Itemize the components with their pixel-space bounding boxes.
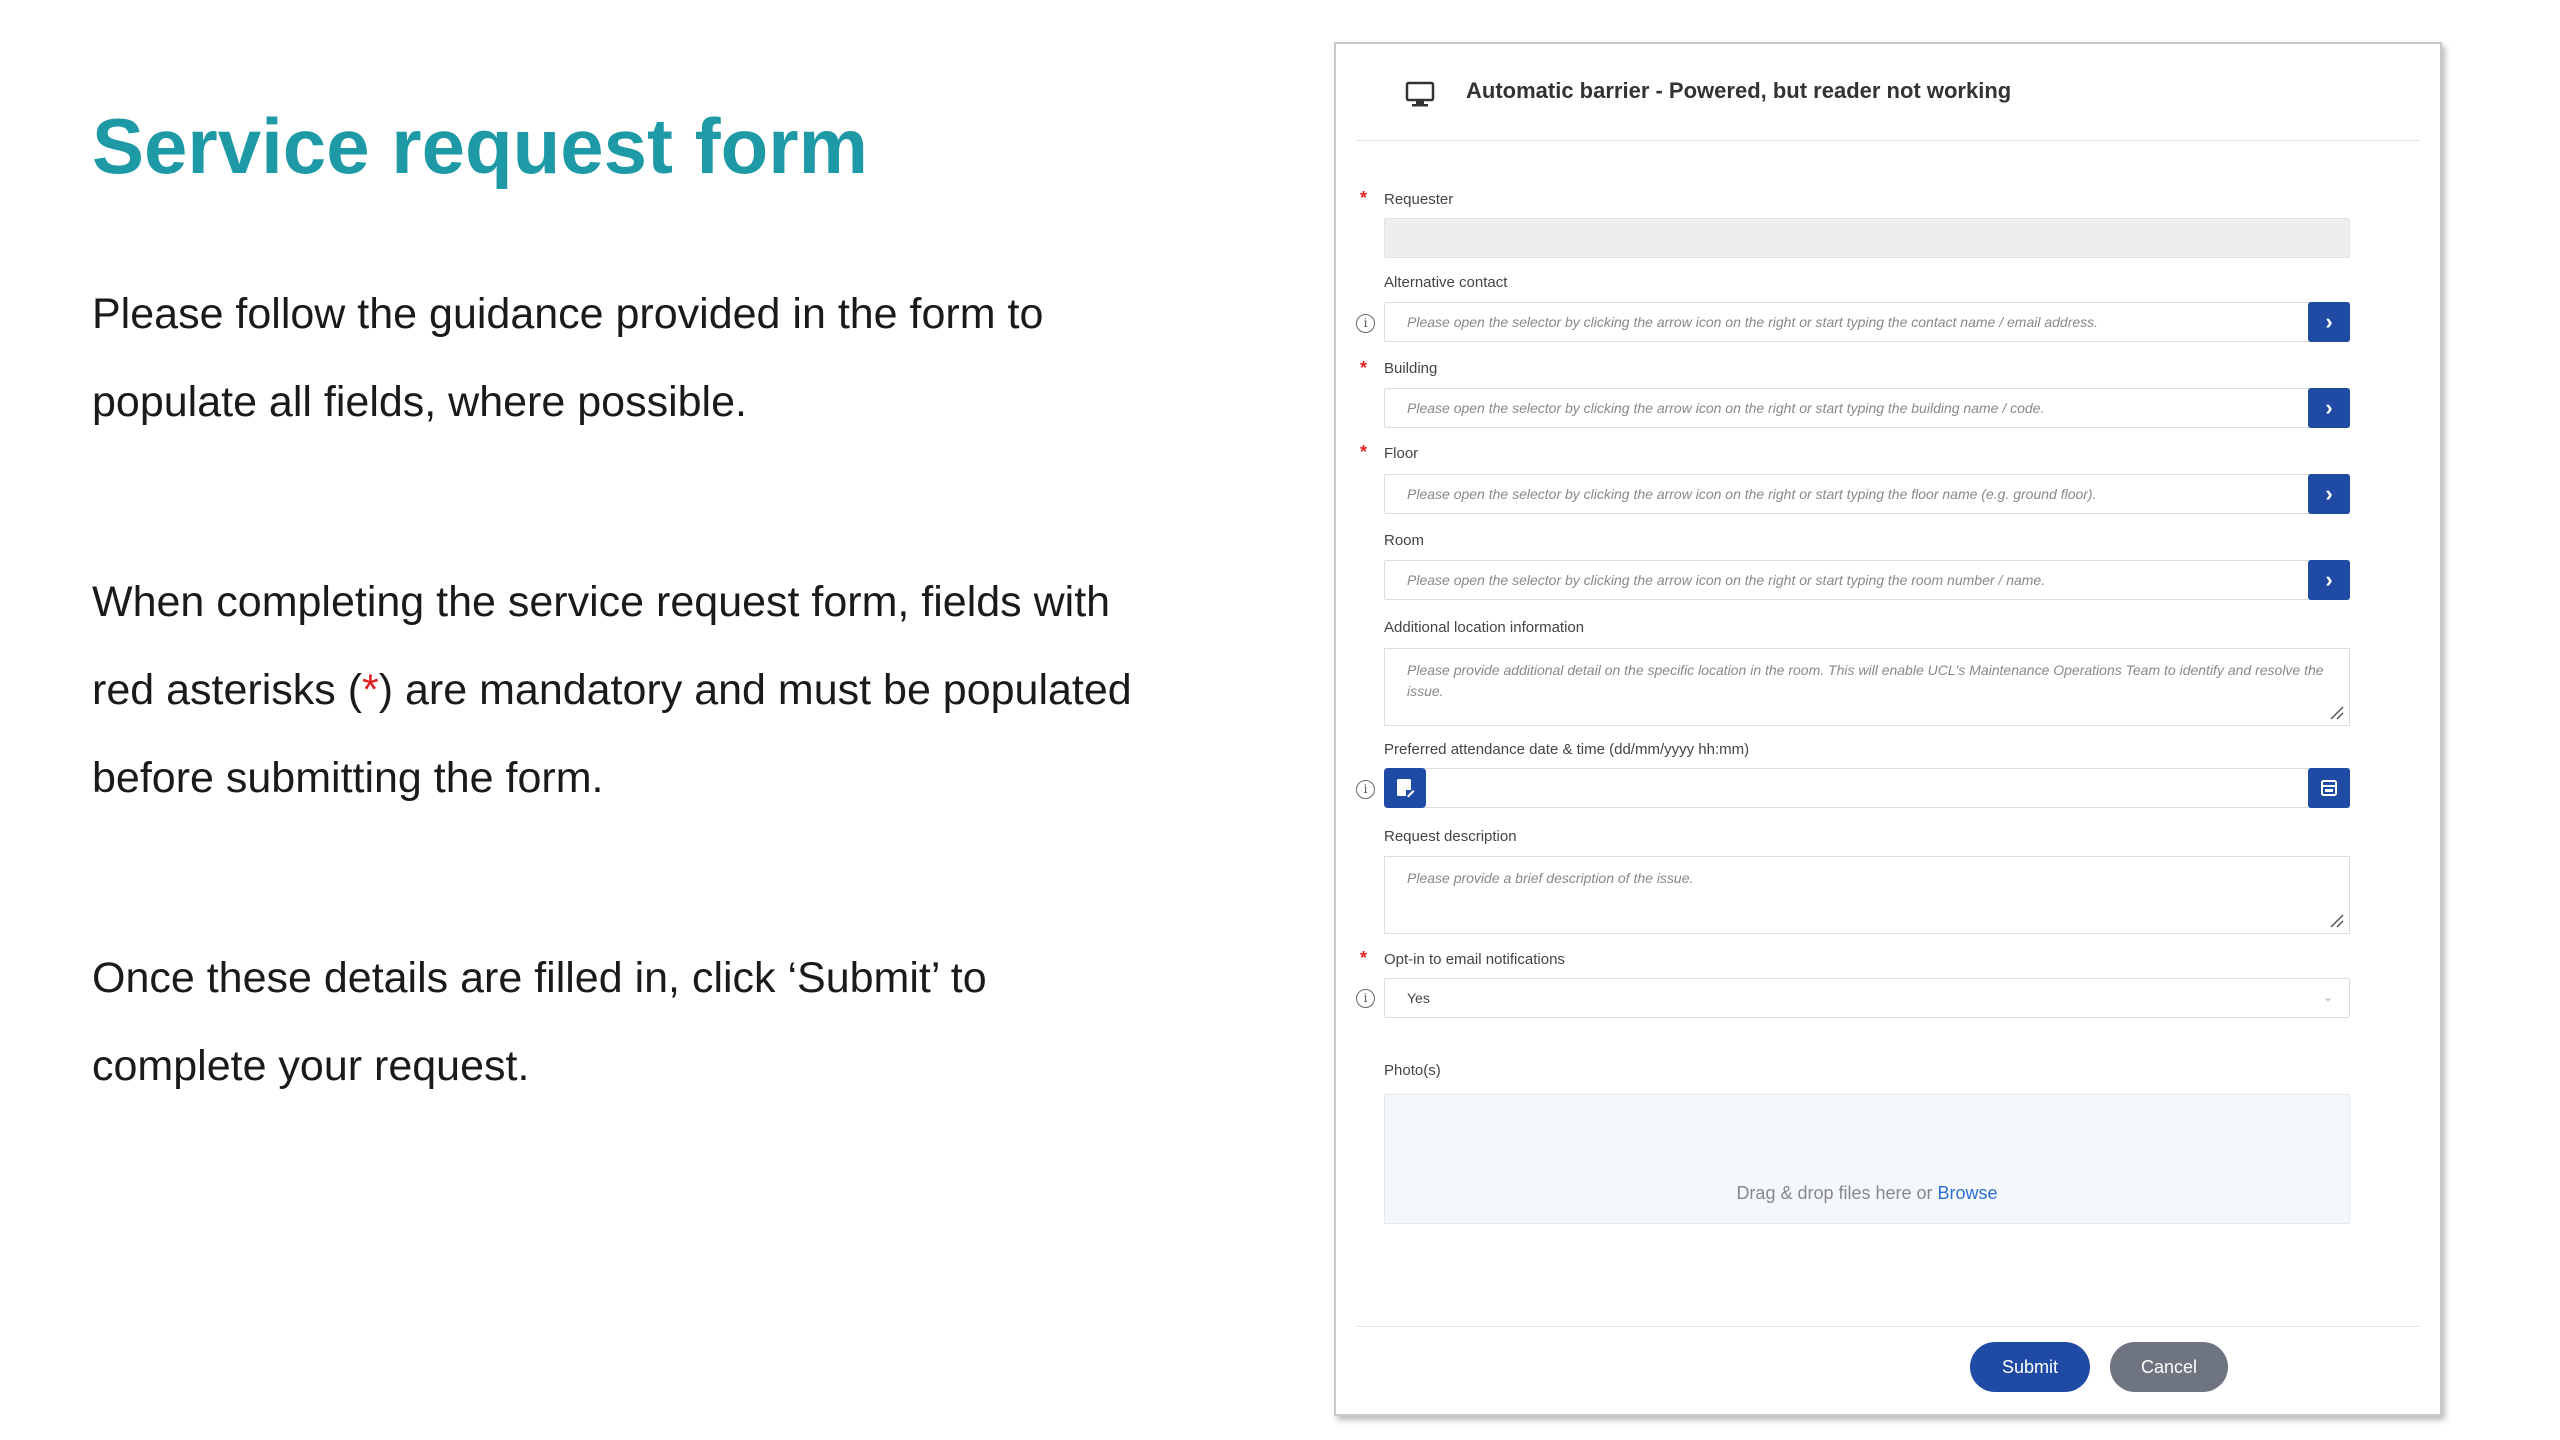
alternative-contact-input[interactable] — [1384, 302, 2350, 342]
browse-link[interactable]: Browse — [1937, 1183, 1998, 1203]
form-header — [1356, 44, 2420, 141]
calendar-icon[interactable] — [2308, 768, 2350, 808]
request-description-placeholder: Please provide a brief description of the issue. — [1407, 870, 1694, 886]
form-title: Automatic barrier - Powered, but reader not working — [1466, 78, 2012, 103]
requester-label: Requester — [1384, 191, 1454, 208]
info-icon[interactable]: i — [1356, 780, 1375, 799]
preferred-date-input[interactable] — [1384, 768, 2350, 808]
required-asterisk: * — [1360, 948, 1368, 968]
building-label: Building — [1384, 360, 1438, 377]
required-asterisk: * — [1360, 188, 1368, 208]
paragraph-text: When completing the service request form, fields with red asterisks ( — [92, 578, 1111, 714]
chevron-right-icon[interactable]: › — [2308, 560, 2350, 600]
submit-button[interactable]: Submit — [1970, 1342, 2090, 1392]
photos-label: Photo(s) — [1384, 1062, 1441, 1079]
building-placeholder: Please open the selector by clicking the arrow icon on the right or start typing the building name / code. — [1407, 400, 2045, 416]
footer-divider — [1356, 1326, 2420, 1327]
mandatory-fields-paragraph — [92, 558, 1172, 822]
slide-title: Service request form — [92, 102, 869, 190]
submit-paragraph: Once these details are filled in, click ‘Submit’ to complete your request. — [92, 954, 987, 1090]
required-asterisk: * — [1360, 358, 1368, 378]
email-optin-select[interactable] — [1384, 978, 2350, 1018]
red-asterisk: * — [362, 666, 379, 714]
floor-input[interactable] — [1384, 474, 2350, 514]
calendar-edit-icon[interactable] — [1384, 768, 1426, 808]
monitor-icon — [1404, 78, 1436, 110]
info-icon[interactable]: i — [1356, 314, 1375, 333]
requester-field[interactable] — [1384, 218, 2350, 258]
request-description-label: Request description — [1384, 828, 1517, 845]
service-request-form — [1334, 42, 2442, 1416]
chevron-right-icon[interactable]: › — [2308, 302, 2350, 342]
resize-handle-icon[interactable] — [2329, 913, 2345, 929]
chevron-right-icon[interactable]: › — [2308, 388, 2350, 428]
alternative-contact-placeholder: Please open the selector by clicking the arrow icon on the right or start typing the contact name / email address. — [1407, 314, 2099, 330]
building-input[interactable] — [1384, 388, 2350, 428]
email-optin-value: Yes — [1407, 990, 1430, 1006]
chevron-down-icon[interactable]: ⌄ — [2322, 990, 2333, 1004]
required-asterisk: * — [1360, 442, 1368, 462]
info-icon[interactable]: i — [1356, 989, 1375, 1008]
email-optin-label: Opt-in to email notifications — [1384, 951, 1565, 968]
room-placeholder: Please open the selector by clicking the arrow icon on the right or start typing the room number / name. — [1407, 572, 2046, 588]
preferred-date-label: Preferred attendance date & time (dd/mm/yyyy hh:mm) — [1384, 741, 1750, 758]
cancel-button[interactable]: Cancel — [2110, 1342, 2228, 1392]
floor-placeholder: Please open the selector by clicking the arrow icon on the right or start typing the floor name (e.g. ground floor). — [1407, 486, 2097, 502]
request-description-textarea[interactable] — [1384, 856, 2350, 934]
photo-dropzone[interactable] — [1384, 1094, 2350, 1224]
floor-label: Floor — [1384, 445, 1419, 462]
room-label: Room — [1384, 532, 1425, 549]
dropzone-text — [1385, 1183, 2349, 1204]
additional-location-placeholder: Please provide additional detail on the specific location in the room. This will enable UCL's Maintenance Operations Team to identify and resolve the issue. — [1407, 662, 2324, 699]
paragraph-text: ) are mandatory and must be populated before submitting the form. — [92, 666, 1132, 802]
additional-location-label: Additional location information — [1384, 619, 1585, 636]
chevron-right-icon[interactable]: › — [2308, 474, 2350, 514]
drop-instructions: Drag & drop files here or — [1736, 1183, 1938, 1203]
additional-location-textarea[interactable] — [1384, 648, 2350, 726]
alternative-contact-label: Alternative contact — [1384, 274, 1508, 291]
resize-handle-icon[interactable] — [2329, 705, 2345, 721]
guidance-paragraph: Please follow the guidance provided in the form to populate all fields, where possible. — [92, 290, 1044, 426]
room-input[interactable] — [1384, 560, 2350, 600]
